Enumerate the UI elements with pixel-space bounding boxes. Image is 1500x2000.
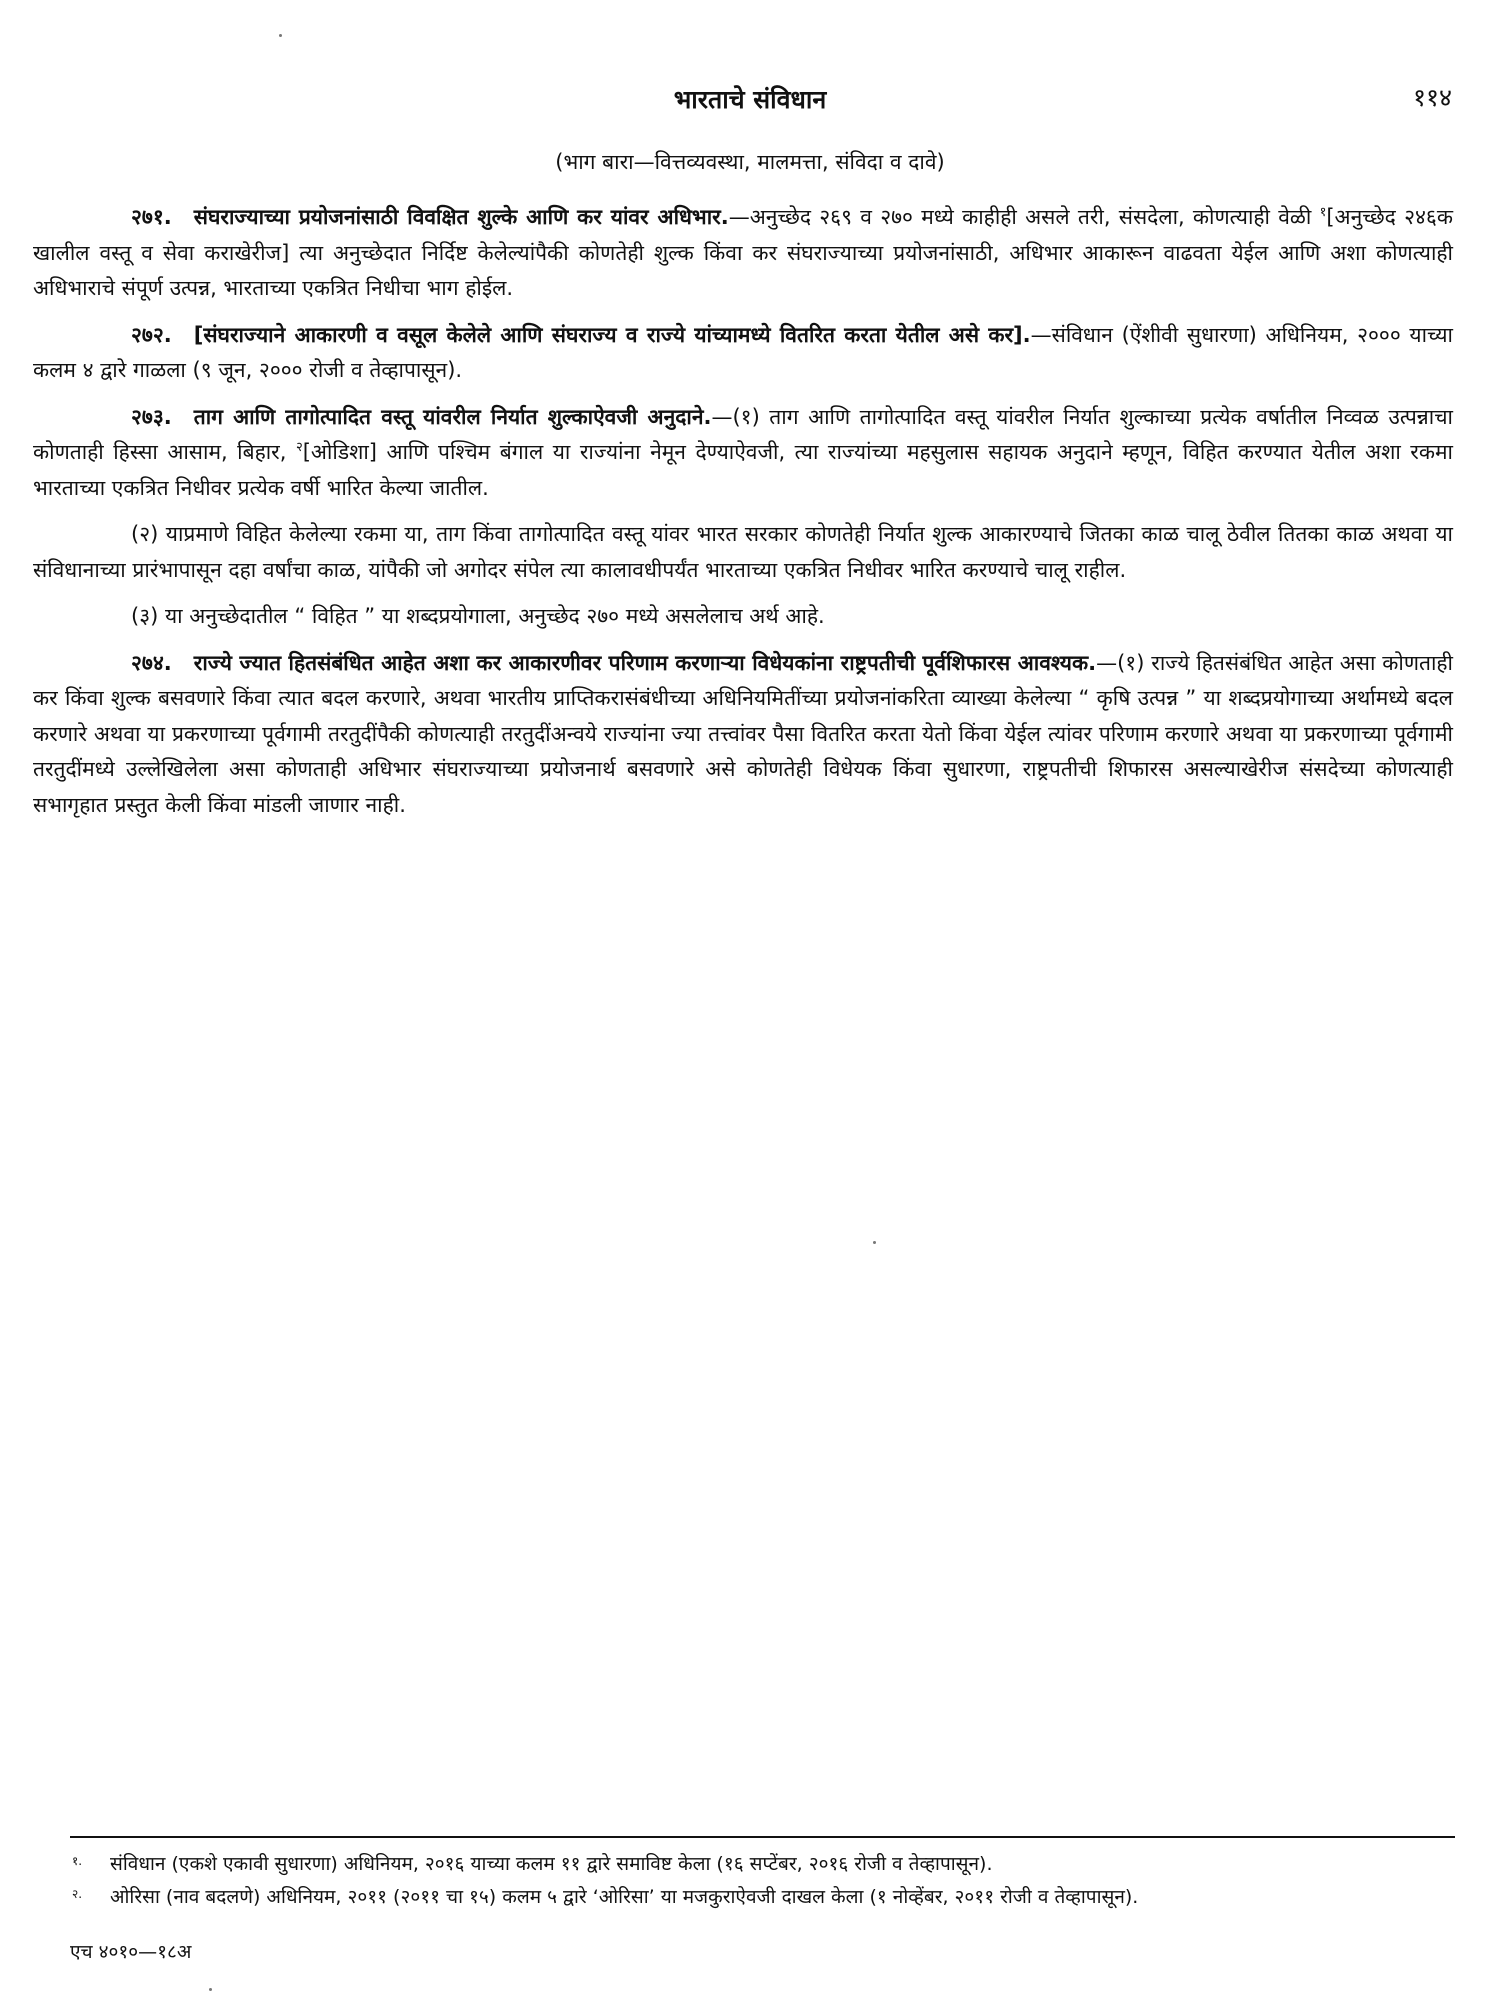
footnote — [70, 1848, 1460, 1881]
footnote-text: ओरिसा (नाव बदलणे) अधिनियम, २०११ (२०११ चा १५) कलम ५ द्वारे ‘ओरिसा’ या मजकुराऐवजी दाखल केला (१ नोव्हेंबर, २०११ रोजी व तेव्हापासून). — [110, 1886, 1139, 1908]
article-number: २७१. — [131, 205, 172, 229]
article-text: —(१) राज्ये हितसंबंधित आहेत असा कोणताही कर किंवा शुल्क बसवणारे किंवा त्यात बदल करणारे, अथवा भारतीय प्राप्तिकरासंबंधीच्या अधिनियमितींच्या प्रयोजनांकरिता व्याख्या केलेल्या “ कृषि उत्पन्न ” या शब्दप्रयोगाच्या अर्थामध्ये बदल करणारे अथवा या प्रकरणाच्या पूर्वगामी तरतुदींपैकी कोणत्याही तरतुदींअन्वये राज्यांना ज्या तत्त्वांवर पैसा वितरित करता येतो किंवा येईल त्यांवर परिणाम करणारे अथवा या प्रकरणाच्या पूर्वगामी तरतुदींमध्ये उल्लेखिलेला असा कोणताही अधिभार संघराज्याच्या प्रयोजनार्थ बसवणारे असे कोणतेही विधेयक किंवा सुधारणा, राष्ट्रपतीची शिफारस असल्याखेरीज संसदेच्या कोणत्याही सभागृहात प्रस्तुत केली किंवा मांडली जाणार नाही. — [33, 650, 1453, 817]
footnote-ref: १ — [1319, 205, 1327, 220]
article-271 — [33, 200, 1453, 307]
article-heading: राज्ये ज्यात हितसंबंधित आहेत अशा कर आकारणीवर परिणाम करणाऱ्या विधेयकांना राष्ट्रपतीची पूर्वशिफारस आवश्यक. — [193, 650, 1097, 675]
article-273-clause-2: (२) याप्रमाणे विहित केलेल्या रकमा या, ताग किंवा तागोत्पादित वस्तू यांवर भारत सरकार कोणतेही निर्यात शुल्क आकारण्याचे जितका काळ चालू ठेवील तितका काळ अथवा या संविधानाच्या प्रारंभापासून दहा वर्षांचा काळ, यांपैकी जो अगोदर संपेल त्या कालावधीपर्यंत भारताच्या एकत्रित निधीवर भारित करण्याचे चालू राहील. — [33, 522, 1453, 582]
article-text: —अनुच्छेद २६९ व २७० मध्ये काहीही असले तरी, संसदेला, कोणत्याही वेळी — [728, 205, 1320, 229]
article-heading: [संघराज्याने आकारणी व वसूल केलेले आणि संघराज्य व राज्ये यांच्यामध्ये वितरित करता येतील असे कर]. — [193, 322, 1031, 347]
article-273-clause-3: (३) या अनुच्छेदातील “ विहित ” या शब्दप्रयोगाला, अनुच्छेद २७० मध्ये असलेलाच अर्थ आहे. — [131, 604, 825, 628]
article-number: २७४. — [131, 650, 172, 675]
document-body — [33, 200, 1453, 834]
article-number: २७२. — [131, 322, 172, 347]
page-title: भारताचे संविधान — [673, 85, 827, 114]
article-272 — [33, 318, 1453, 389]
footnote-divider — [70, 1836, 1455, 1838]
footnote-mark: २. — [72, 1887, 83, 1901]
article-274 — [33, 646, 1453, 824]
article-heading: संघराज्याच्या प्रयोजनांसाठी विवक्षित शुल्के आणि कर यांवर अधिभार. — [193, 205, 729, 229]
scan-speck — [279, 34, 282, 37]
article-text: [अनुच्छेद २४६क खालील वस्तू व सेवा कराखेरीज] त्या अनुच्छेदात निर्दिष्ट केलेल्यांपैकी कोणतेही शुल्क किंवा कर संघराज्याच्या प्रयोजनांसाठी, अधिभार आकारून वाढवता येईल आणि अशा कोणत्याही अधिभाराचे संपूर्ण उत्पन्न, भारताच्या एकत्रित निधीचा भाग होईल. — [33, 205, 1453, 300]
article-text: —संविधान (ऐंशीवी सुधारणा) अधिनियम, २००० याच्या कलम ४ द्वारे गाळला (९ जून, २००० रोजी व तेव्हापासून). — [33, 322, 1453, 382]
article-heading: ताग आणि तागोत्पादित वस्तू यांवरील निर्यात शुल्काऐवजी अनुदाने. — [193, 404, 712, 429]
scan-speck — [209, 1988, 212, 1991]
article-text: [ओडिशा] आणि पश्चिम बंगाल या राज्यांना नेमून देण्याऐवजी, त्या राज्यांच्या महसुलास सहायक अनुदाने म्हणून, विहित करण्यात येतील अशा रकमा भारताच्या एकत्रित निधीवर प्रत्येक वर्षी भारित केल्या जातील. — [33, 440, 1454, 500]
footnote-ref: २ — [295, 440, 303, 455]
footnotes — [70, 1848, 1460, 1914]
article-number: २७३. — [131, 404, 172, 429]
article-text: —(१) ताग आणि तागोत्पादित वस्तू यांवरील निर्यात शुल्काच्या प्रत्येक वर्षातील निव्वळ उत्पन्नाचा कोणताही हिस्सा आसाम, बिहार, — [33, 404, 1453, 464]
footnote-text: संविधान (एकशे एकावी सुधारणा) अधिनियम, २०१६ याच्या कलम ११ द्वारे समाविष्ट केला (१६ सप्टेंबर, २०१६ रोजी व तेव्हापासून). — [110, 1853, 993, 1875]
part-heading: (भाग बारा—वित्तव्यवस्था, मालमत्ता, संविदा व दावे) — [555, 150, 945, 174]
footnote-mark: १. — [72, 1854, 83, 1868]
print-code: एच ४०१०—१८अ — [70, 1941, 192, 1963]
page-number: ११४ — [1412, 83, 1452, 112]
article-273 — [33, 400, 1453, 507]
scan-speck — [873, 1241, 876, 1244]
footnote — [70, 1881, 1460, 1914]
